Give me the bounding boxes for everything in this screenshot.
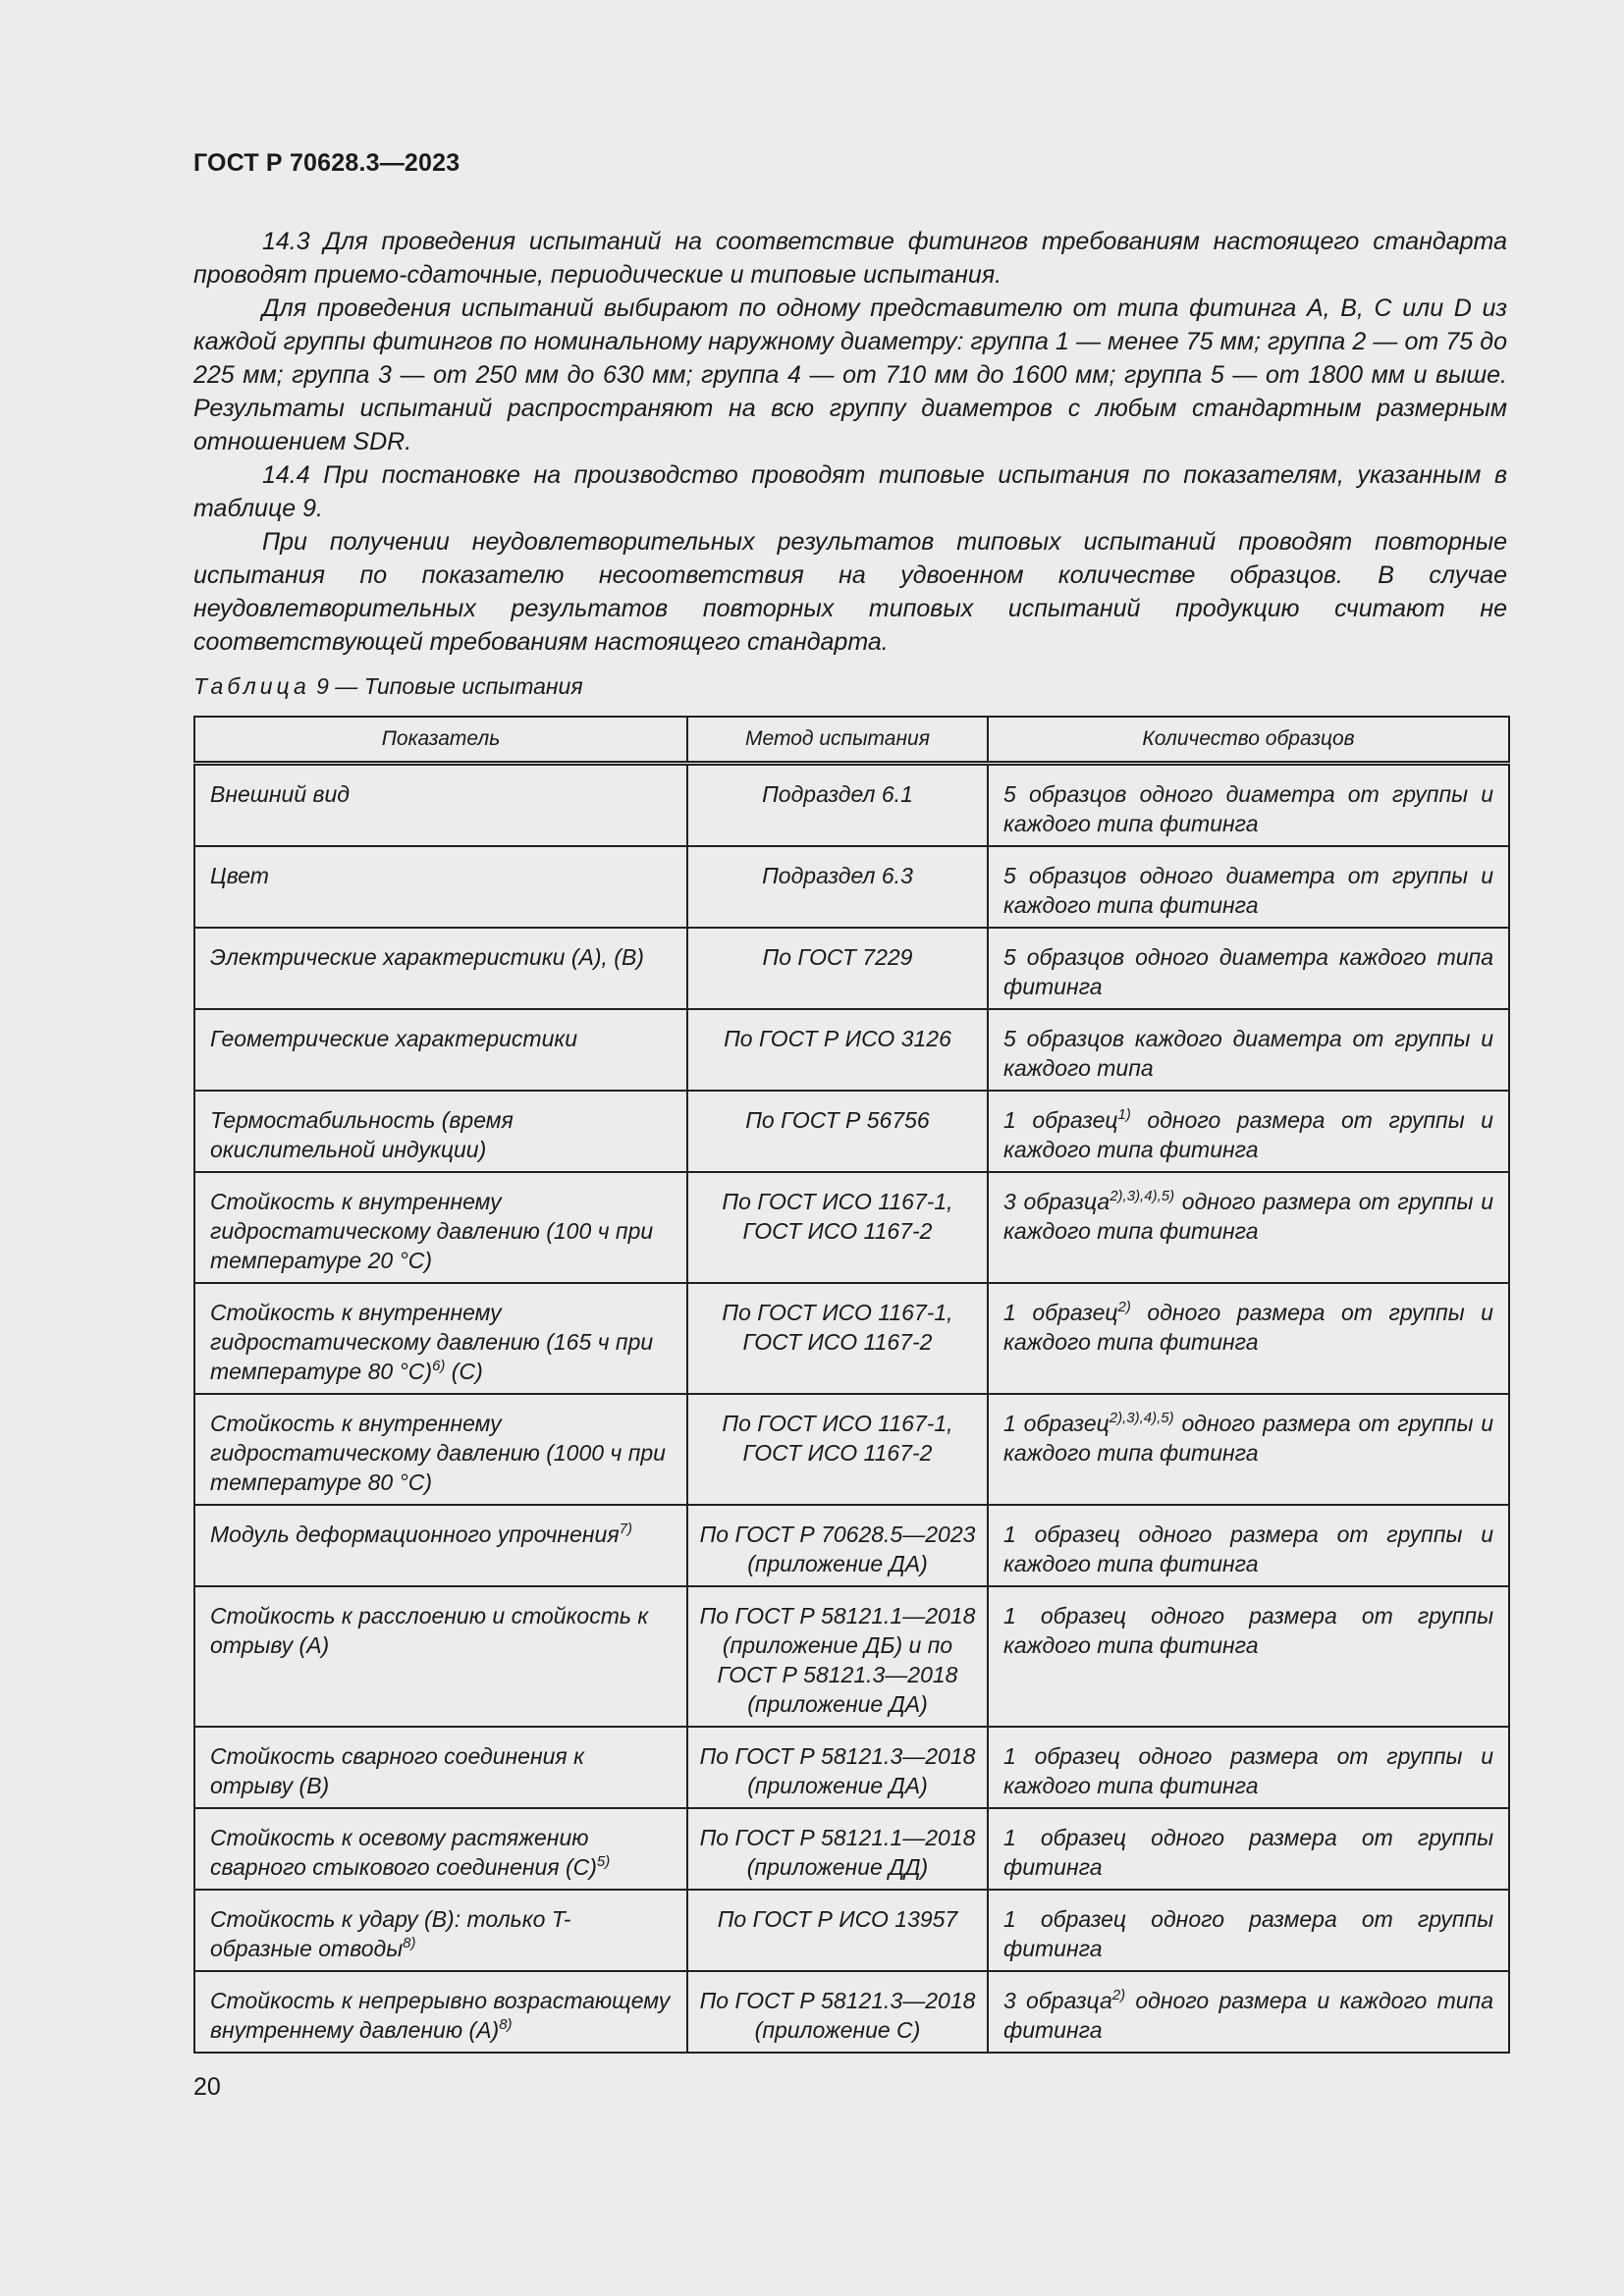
table-header-row	[194, 717, 1509, 764]
quantity-cell	[988, 1394, 1509, 1505]
paragraph: 14.3 Для проведения испытаний на соответствие фитингов требованиям настоящего стандарта проводят приемо-сдаточные, периодические и типовые испытания.	[193, 228, 1507, 289]
indicator-cell: Цвет	[194, 846, 687, 928]
indicator-text: Стойкость к внутреннему гидростатическому давлению (165 ч при температуре 80 °С)	[210, 1300, 654, 1384]
indicator-cell	[194, 1890, 687, 1971]
indicator-cell: Внешний вид	[194, 764, 687, 847]
footnote-ref: 2)	[1117, 1299, 1131, 1315]
indicator-text: Модуль деформационного упрочнения	[210, 1522, 620, 1547]
quantity-text: 1 образец	[1003, 1107, 1118, 1133]
quantity-cell: 5 образцов одного диаметра от группы и каждого типа фитинга	[988, 846, 1509, 928]
quantity-cell: 1 образец одного размера от группы и каждого типа фитинга	[988, 1505, 1509, 1586]
indicator-cell: Стойкость к внутреннему гидростатическому давлению (100 ч при температуре 20 °С)	[194, 1172, 687, 1283]
indicator-cell: Электрические характеристики (A), (B)	[194, 928, 687, 1009]
quantity-cell: 1 образец одного размера от группы и каждого типа фитинга	[988, 1727, 1509, 1808]
footnote-ref: 7)	[619, 1521, 632, 1537]
table-row	[194, 1091, 1509, 1172]
indicator-cell	[194, 1971, 687, 2053]
footnote-ref: 2)	[1111, 1987, 1126, 2003]
method-cell: По ГОСТ Р 58121.3—2018 (приложение ДА)	[687, 1727, 988, 1808]
page-number: 20	[193, 2073, 221, 2101]
quantity-cell	[988, 1091, 1509, 1172]
method-cell: По ГОСТ Р ИСО 3126	[687, 1009, 988, 1091]
method-cell: По ГОСТ ИСО 1167-1, ГОСТ ИСО 1167-2	[687, 1394, 988, 1505]
header-quantity: Количество образцов	[988, 717, 1509, 764]
body-text	[193, 225, 1507, 659]
quantity-cell: 1 образец одного размера от группы каждого типа фитинга	[988, 1586, 1509, 1727]
quantity-text: 3 образца	[1003, 1189, 1110, 1214]
quantity-text: 3 образца	[1003, 1988, 1112, 2013]
table-row	[194, 1586, 1509, 1727]
paragraph: 14.4 При постановке на производство проводят типовые испытания по показателям, указанным в таблице 9.	[193, 461, 1507, 522]
indicator-text: Стойкость к удару (B): только T-образные отводы	[210, 1906, 571, 1961]
quantity-text: 1 образец	[1003, 1300, 1118, 1325]
quantity-cell	[988, 1971, 1509, 2053]
footnote-ref: 8)	[403, 1935, 416, 1951]
quantity-cell: 5 образцов каждого диаметра от группы и каждого типа	[988, 1009, 1509, 1091]
indicator-cell	[194, 1283, 687, 1394]
method-cell: По ГОСТ ИСО 1167-1, ГОСТ ИСО 1167-2	[687, 1283, 988, 1394]
footnote-ref: 1)	[1117, 1106, 1131, 1123]
quantity-text: одного размера от группы и каждого типа фитинга	[1003, 1411, 1493, 1466]
indicator-text: Стойкость к непрерывно возрастающему внутреннему давлению (A)	[210, 1988, 671, 2043]
footnote-ref: 2),3),4),5)	[1110, 1188, 1175, 1204]
table-row	[194, 764, 1509, 847]
quantity-text: одного размера и каждого типа фитинга	[1003, 1988, 1493, 2043]
method-cell: По ГОСТ Р 58121.3—2018 (приложение C)	[687, 1971, 988, 2053]
paragraph: Для проведения испытаний выбирают по одному представителю от типа фитинга A, B, C или D из каждой группы фитингов по номинальному наружному диаметру: группа 1 — менее 75 мм; группа 2 — от 75 до 225 мм; группа 3 — от 250 мм до 630 мм; группа 4 — от 710 мм до 1600 мм; группа 5 — от 1800 мм и выше. Результаты испытаний распространяют на всю группу диаметров с любым стандартным размерным отношением SDR.	[193, 294, 1507, 455]
indicator-text: Стойкость к осевому растяжению сварного стыкового соединения (C)	[210, 1825, 597, 1880]
quantity-cell: 5 образцов одного диаметра от группы и каждого типа фитинга	[988, 764, 1509, 847]
method-cell: По ГОСТ Р 58121.1—2018 (приложение ДБ) и по ГОСТ Р 58121.3—2018 (приложение ДА)	[687, 1586, 988, 1727]
paragraph: При получении неудовлетворительных результатов типовых испытаний проводят повторные испытания по показателю несоответствия на удвоенном количестве образцов. В случае неудовлетворительных результатов повторных типовых испытаний продукцию считают не соответствующей требованиям настоящего стандарта.	[193, 528, 1507, 656]
header-method: Метод испытания	[687, 717, 988, 764]
quantity-text: одного размера от группы и каждого типа фитинга	[1003, 1189, 1493, 1244]
indicator-cell: Стойкость к внутреннему гидростатическому давлению (1000 ч при температуре 80 °С)	[194, 1394, 687, 1505]
quantity-cell: 1 образец одного размера от группы фитинга	[988, 1808, 1509, 1890]
header-indicator: Показатель	[194, 717, 687, 764]
indicator-cell	[194, 1808, 687, 1890]
quantity-cell: 5 образцов одного диаметра каждого типа фитинга	[988, 928, 1509, 1009]
quantity-cell	[988, 1172, 1509, 1283]
method-cell: По ГОСТ Р ИСО 13957	[687, 1890, 988, 1971]
method-cell: Подраздел 6.1	[687, 764, 988, 847]
table-row	[194, 928, 1509, 1009]
footnote-ref: 2),3),4),5)	[1109, 1410, 1174, 1426]
table-row	[194, 1971, 1509, 2053]
table-row	[194, 1505, 1509, 1586]
table-row	[194, 1890, 1509, 1971]
table-row	[194, 1394, 1509, 1505]
indicator-cell: Термостабильность (время окислительной индукции)	[194, 1091, 687, 1172]
footnote-ref: 5)	[596, 1853, 611, 1870]
table-row	[194, 1009, 1509, 1091]
indicator-text: (C)	[445, 1359, 483, 1384]
quantity-text: 1 образец	[1003, 1411, 1110, 1436]
type-tests-table	[193, 716, 1510, 2054]
table-row	[194, 846, 1509, 928]
indicator-cell: Геометрические характеристики	[194, 1009, 687, 1091]
method-cell: По ГОСТ Р 56756	[687, 1091, 988, 1172]
indicator-cell: Стойкость сварного соединения к отрыву (B)	[194, 1727, 687, 1808]
table-row	[194, 1727, 1509, 1808]
quantity-text: одного размера от группы и каждого типа фитинга	[1003, 1107, 1493, 1162]
method-cell: По ГОСТ ИСО 1167-1, ГОСТ ИСО 1167-2	[687, 1172, 988, 1283]
method-cell: По ГОСТ Р 70628.5—2023 (приложение ДА)	[687, 1505, 988, 1586]
table-caption	[193, 673, 583, 700]
method-cell: Подраздел 6.3	[687, 846, 988, 928]
footnote-ref: 8)	[499, 2016, 513, 2033]
table-caption-label: Таблица	[193, 673, 310, 699]
quantity-text: одного размера от группы и каждого типа фитинга	[1003, 1300, 1493, 1355]
quantity-cell	[988, 1283, 1509, 1394]
document-header: ГОСТ Р 70628.3—2023	[193, 149, 460, 177]
table-caption-title: 9 — Типовые испытания	[309, 673, 583, 699]
method-cell: По ГОСТ Р 58121.1—2018 (приложение ДД)	[687, 1808, 988, 1890]
footnote-ref: 6)	[432, 1358, 446, 1374]
method-cell: По ГОСТ 7229	[687, 928, 988, 1009]
indicator-cell: Стойкость к расслоению и стойкость к отрыву (A)	[194, 1586, 687, 1727]
indicator-cell	[194, 1505, 687, 1586]
table-row	[194, 1172, 1509, 1283]
table-row	[194, 1808, 1509, 1890]
quantity-cell: 1 образец одного размера от группы фитинга	[988, 1890, 1509, 1971]
table-row	[194, 1283, 1509, 1394]
